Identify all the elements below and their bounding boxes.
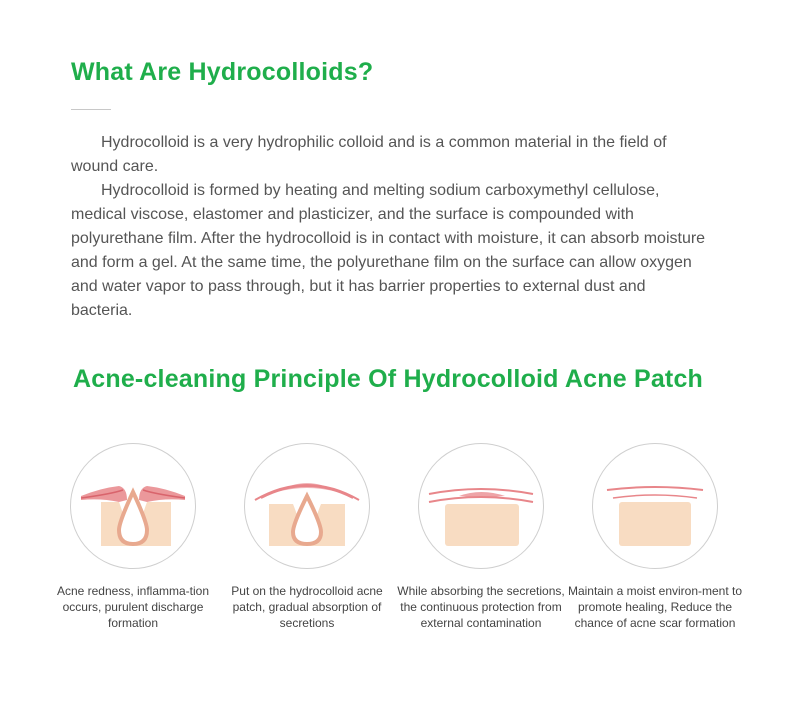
patch-applied-pore-icon [244, 443, 370, 569]
section-title-hydrocolloids: What Are Hydrocolloids? [71, 58, 374, 86]
step-caption: Maintain a moist environ-ment to promote healing, Reduce the chance of acne scar formation [567, 584, 743, 630]
step-2 [217, 443, 397, 631]
step-4 [565, 443, 745, 631]
acne-inflamed-pore-icon [70, 443, 196, 569]
intro-text [71, 131, 711, 323]
step-caption: While absorbing the secretions, the continuous protection from external contamination [397, 584, 565, 630]
section-title-acne-principle: Acne-cleaning Principle Of Hydrocolloid Acne Patch [73, 365, 704, 393]
title-divider [71, 109, 111, 110]
healed-skin-icon [592, 443, 718, 569]
patch-absorbing-icon [418, 443, 544, 569]
step-caption: Put on the hydrocolloid acne patch, gradual absorption of secretions [231, 584, 383, 630]
step-caption: Acne redness, inflamma-tion occurs, purulent discharge formation [56, 584, 210, 630]
step-3 [391, 443, 571, 631]
step-1 [43, 443, 223, 631]
paragraph: Hydrocolloid is formed by heating and melting sodium carboxymethyl cellulose, medical viscose, elastomer and plasticizer, and the surface is compounded with polyurethane film. After the hydrocolloid is in contact with moisture, it can absorb moisture and form a gel. At the same time, the polyurethane film on the surface can allow oxygen and water vapor to pass through, but it has barrier properties to external dust and bacteria. [71, 182, 706, 319]
paragraph: Hydrocolloid is a very hydrophilic colloid and is a common material in the field of wound care. [71, 134, 667, 175]
